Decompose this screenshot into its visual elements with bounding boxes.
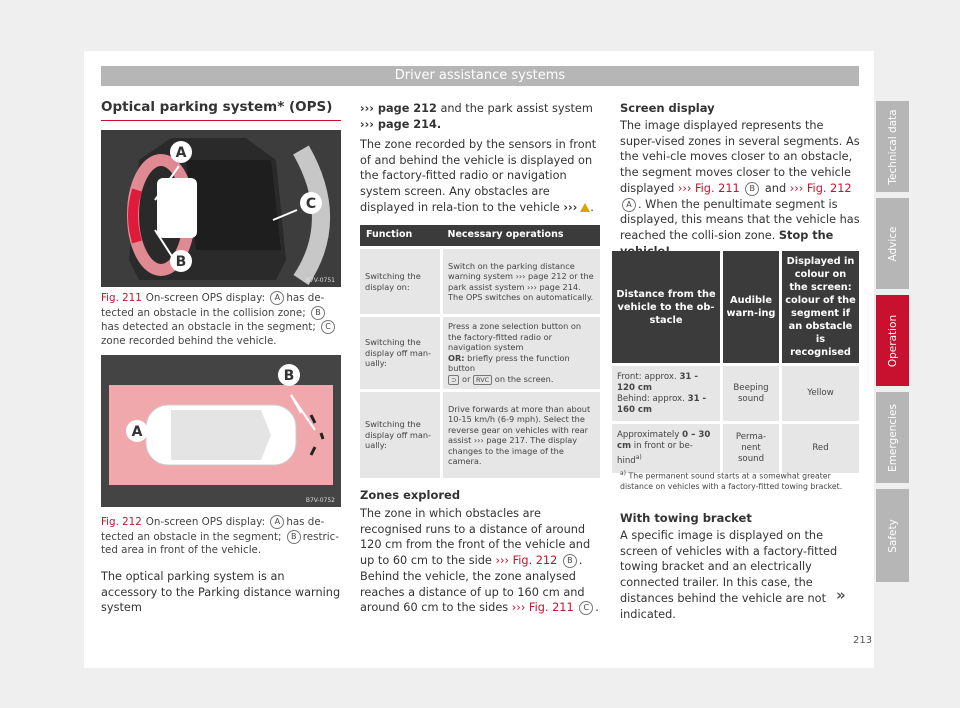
section-title: Optical parking system* (OPS) xyxy=(101,99,333,115)
col2-paragraph: The zone recorded by the sensors in front of and behind the vehicle is displayed on the factory-fitted radio or navigation system screen. Any obstacles are displayed in rela-tion to the vehicle ››› . xyxy=(360,138,597,214)
side-tab-advice[interactable]: Advice xyxy=(876,198,909,289)
label-b-badge: B xyxy=(563,554,577,568)
label-c-badge: C xyxy=(321,320,335,334)
table-row: Switching the display off man-ually: Drive forwards at more than about 10-15 km/h (6-9 mph). Select the reverse gear on vehicles with rear assist ››› page 217. The display changes to the image of the camera. xyxy=(360,391,600,479)
fig1-marker-c: C xyxy=(305,196,317,212)
continue-arrow-icon: » xyxy=(836,586,846,604)
label-a-badge: A xyxy=(270,291,284,305)
table-header: Audible warn-ing xyxy=(722,251,781,365)
label-c-badge: C xyxy=(579,601,593,615)
page-number: 213 xyxy=(853,635,873,646)
figure-number: Fig. 212 xyxy=(101,516,142,528)
fig1-marker-b: B xyxy=(175,254,187,270)
distance-table xyxy=(612,251,859,473)
ops-top-view-illustration xyxy=(101,355,341,507)
table-row: Switching the display off man-ually: Press a zone selection button on the factory-fitted radio or navigation system OR: briefly press the function button ⊃ or RVC on the screen. xyxy=(360,316,600,391)
intro-paragraph: The optical parking system is an accessory to the Parking distance warning system xyxy=(101,570,341,615)
warning-icon xyxy=(580,203,590,212)
figure-number: Fig. 211 xyxy=(101,292,142,304)
footnote: $^{a)}$ The permanent sound starts at a somewhat greater distance on vehicles with a factory-fitted towing bracket. xyxy=(620,470,843,491)
table-header: Displayed in colour on the screen: colour of the segment if an obstacle is recognised xyxy=(781,251,860,365)
fig2-marker-a: A xyxy=(131,424,143,440)
screen-display-heading: Screen display xyxy=(620,101,715,115)
screen-display-paragraph: The image displayed represents the super-vised zones in several segments. As the vehi-cle moves closer to an obstacle, the segment moves closer to the vehicle displayed ››› Fig. 211 B and ››› Fig. 212 A . When the penultimate segment is displayed, this means that the vehicle has reached the colli-sion zone. Stop the xyxy=(620,119,860,242)
side-tab-operation[interactable]: Operation xyxy=(876,295,909,386)
figure-212 xyxy=(101,355,341,507)
zones-paragraph: The zone in which obstacles are recognised runs to a distance of around 120 cm from the front of the vehicle and up to 60 cm to the side ››› Fig. 212 B . Behind the vehicle, the zone analysed reaches a distance of up to 160 cm and around 60 cm to the sides ››› Fig. 211 C . xyxy=(360,507,599,615)
towing-paragraph: A specific image is displayed on the screen of vehicles with a factory-fitted towing bracket and an electrically connected trailer. In this case, the distances behind the vehicle are not indicated. xyxy=(620,529,838,621)
rvc-button-icon: RVC xyxy=(473,375,492,385)
towing-heading: With towing bracket xyxy=(620,511,752,525)
side-tab-safety[interactable]: Safety xyxy=(876,489,909,582)
figure-212-caption: Fig. 212 On-screen OPS display: A has de-tected an obstacle in the segment; B restric-ted area in front of the vehicle. xyxy=(101,516,339,556)
label-a-badge: A xyxy=(270,515,284,529)
table-header: Necessary operations xyxy=(442,225,601,248)
table-header: Function xyxy=(360,225,442,248)
chapter-header: Driver assistance systems xyxy=(101,66,859,86)
figure-code: B7V-0751 xyxy=(305,277,335,284)
zones-heading: Zones explored xyxy=(360,488,461,502)
label-b-badge: B xyxy=(311,306,325,320)
col2-intro: ››› page 212 and the park assist system ››› page 214. xyxy=(360,102,593,131)
title-rule xyxy=(101,120,341,121)
figure-code: B7V-0752 xyxy=(305,497,335,504)
function-table xyxy=(360,225,600,478)
side-tab-emergencies[interactable]: Emergencies xyxy=(876,392,909,483)
table-row: Switching the display on: Switch on the parking distance warning system ››› page 212 or the park assist system ››› page 214. The OPS switches on automatically. xyxy=(360,248,600,316)
label-b-badge: B xyxy=(745,182,759,196)
table-row: Front: approx. 31 - 120 cm Behind: approx. 31 - 160 cm Beeping sound Yellow xyxy=(612,365,859,423)
fig1-marker-a: A xyxy=(175,145,187,161)
figure-211-caption: Fig. 211 On-screen OPS display: A has de-tected an obstacle in the collision zone; Bhas detected an obstacle in the segment; Czone recorded behind the vehicle. xyxy=(101,291,341,348)
table-header: Distance from the vehicle to the ob-stacle xyxy=(612,251,722,365)
side-tab-technical-data[interactable]: Technical data xyxy=(876,101,909,192)
fig2-marker-b: B xyxy=(283,368,295,384)
label-a-badge: A xyxy=(622,198,636,212)
figure-211 xyxy=(101,130,341,287)
label-b-badge: B xyxy=(287,530,301,544)
table-row: Approximately 0 – 30 cm in front or be-hind$^{a)}$ Perma-nent sound Red xyxy=(612,423,859,473)
function-button-icon: ⊃ xyxy=(448,375,459,385)
ops-rear-view-illustration xyxy=(101,130,341,287)
